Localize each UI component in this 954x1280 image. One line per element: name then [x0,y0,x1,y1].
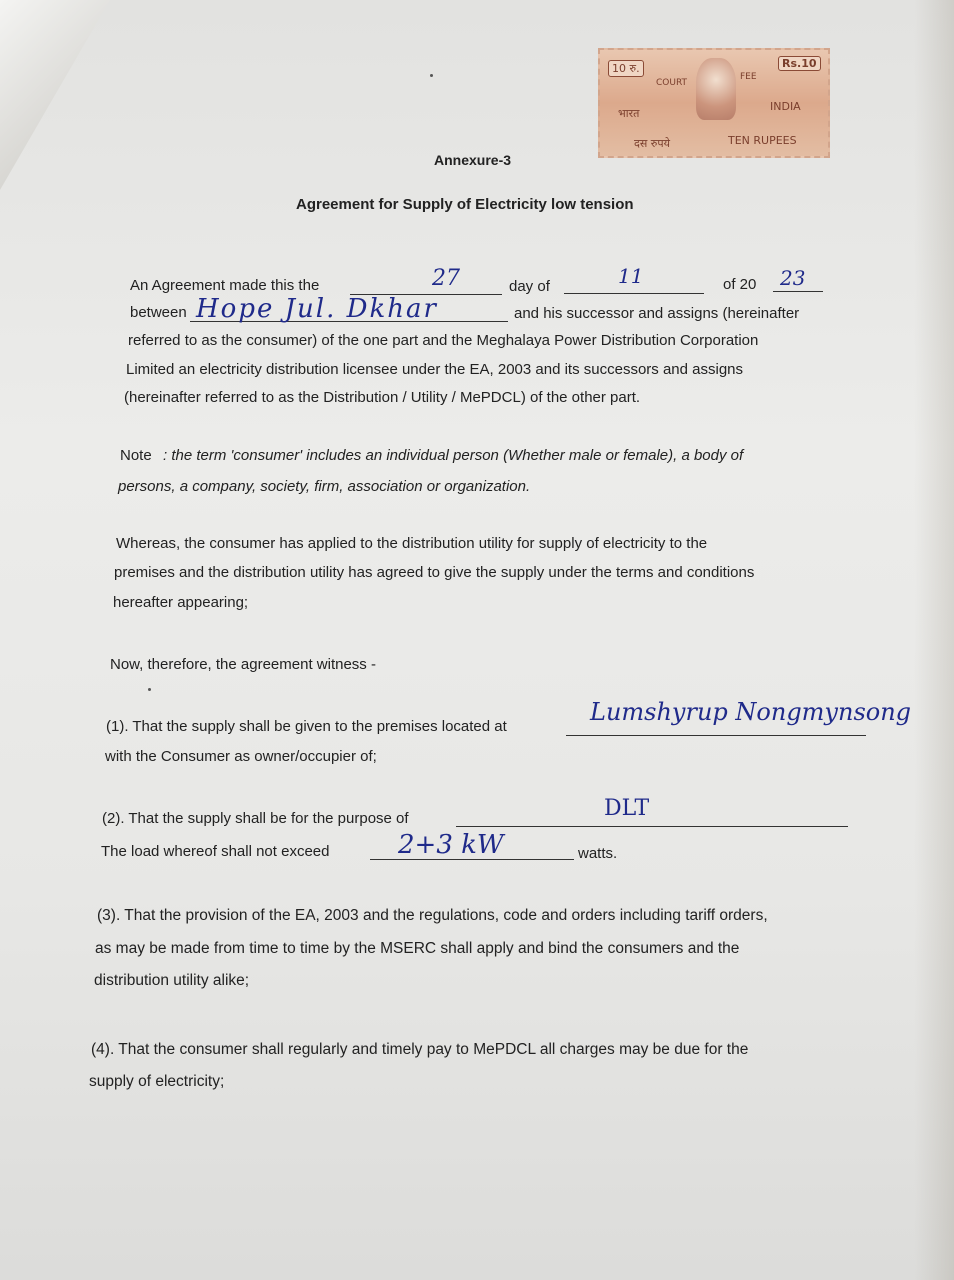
intro-between: between [130,304,187,321]
intro-line-3: referred to as the consumer) of the one part and the Meghalaya Power Distribution Corporation [128,332,759,349]
intro-line-4: Limited an electricity distribution licensee under the EA, 2003 and its successors and assigns [126,361,743,378]
stamp-label-bharat: भारत [618,107,640,120]
speck [148,688,151,691]
intro-of-year: of 20 [723,276,757,293]
clause-2-line-2: The load whereof shall not exceed [101,843,330,860]
folded-corner [0,0,110,190]
clause-2-line-1: (2). That the supply shall be for the purpose of [102,810,409,827]
intro-day-of: day of [509,278,550,295]
intro-made-this: An Agreement made this the [130,277,320,294]
intro-successor: and his successor and assigns (hereinafter [514,305,800,322]
court-fee-stamp [598,48,830,158]
witness-line: Now, therefore, the agreement witness - [110,656,376,673]
handwritten-year: 23 [780,266,806,290]
speck [430,74,433,77]
month-blank-line [564,293,704,294]
handwritten-purpose: DLT [604,796,650,821]
handwritten-month: 11 [618,264,644,288]
clause-2-unit: watts. [578,845,618,862]
note-line-1: : the term 'consumer' includes an individual person (Whether male or female), a body of [163,447,744,464]
annexure-heading: Annexure-3 [434,152,512,168]
whereas-line-1: Whereas, the consumer has applied to the distribution utility for supply of electricity to the [116,535,708,552]
stamp-label-fee: FEE [740,72,757,82]
clause-1-line-1: (1). That the supply shall be given to the premises located at [106,718,507,735]
intro-line-5: (hereinafter referred to as the Distribution / Utility / MePDCL) of the other part. [124,389,641,406]
year-blank-line [773,291,823,292]
clause-3-line-2: as may be made from time to time by the MSERC shall apply and bind the consumers and the [95,940,740,957]
handwritten-day: 27 [432,266,460,291]
national-emblem-icon [696,58,736,120]
handwritten-party-name: Hope Jul. Dkhar [196,294,438,324]
clause-3-line-1: (3). That the provision of the EA, 2003 and the regulations, code and orders including tariff orders, [97,907,768,924]
clause-3-line-3: distribution utility alike; [94,972,250,989]
page-edge-shadow [914,0,954,1280]
whereas-line-2: premises and the distribution utility has agreed to give the supply under the terms and conditions [114,564,755,581]
document-title: Agreement for Supply of Electricity low tension [296,196,634,213]
clause-4-line-2: supply of electricity; [89,1073,225,1090]
note-line-2: persons, a company, society, firm, association or organization. [118,478,531,495]
location-blank-line [566,735,866,736]
stamp-label-court: COURT [656,78,688,88]
clause-4-line-1: (4). That the consumer shall regularly and timely pay to MePDCL all charges may be due for the [91,1041,749,1058]
stamp-value-left: 10 रु. [608,60,644,77]
stamp-words-english: TEN RUPEES [728,134,797,147]
handwritten-load: 2+3 kW [398,830,504,860]
handwritten-location: Lumshyrup Nongmynsong [590,698,912,726]
stamp-label-india: INDIA [770,100,801,113]
whereas-line-3: hereafter appearing; [113,594,249,611]
purpose-blank-line [456,826,848,827]
clause-1-line-2: with the Consumer as owner/occupier of; [105,748,377,765]
stamp-value-right: Rs.10 [778,56,821,71]
stamp-words-hindi: दस रुपये [634,137,670,150]
note-label: Note [120,447,152,464]
